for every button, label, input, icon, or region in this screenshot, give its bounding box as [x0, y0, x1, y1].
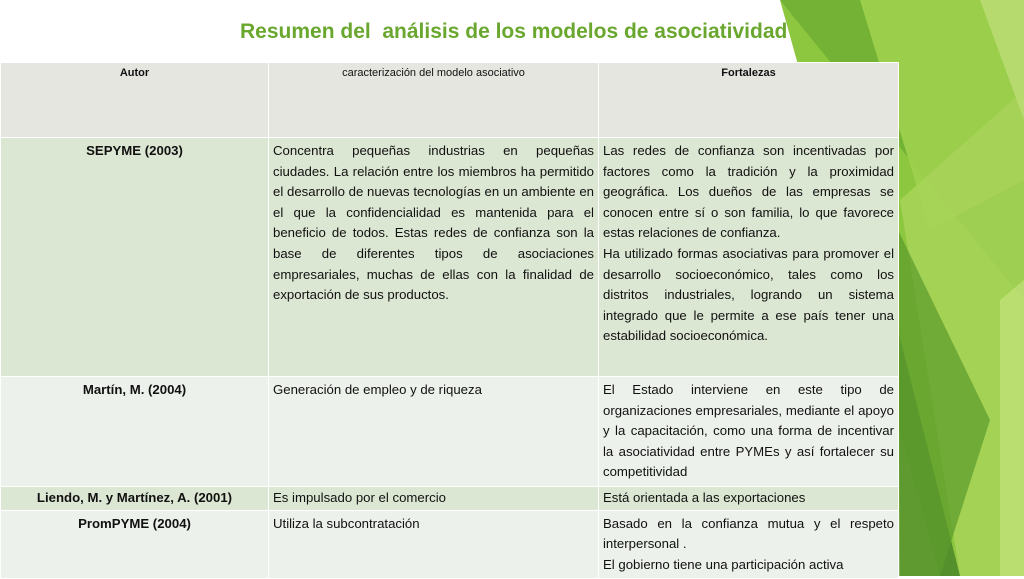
- table-row: [1, 377, 899, 487]
- characterization-cell: Concentra pequeñas industrias en pequeñas ciudades. La relación entre los miembros ha permitido el desarrollo de nuevas tecnologías en un ambiente en el que la confidencialidad es mantenida para el beneficio de todos. Estas redes de confianza son la base de diferentes tipos de asociaciones empresariales, muchas de ellas con la finalidad de exportación de sus productos.: [269, 138, 599, 377]
- strengths-cell: [599, 510, 899, 579]
- table-row: [1, 510, 899, 579]
- models-table: [0, 62, 899, 579]
- strength-paragraph: Las redes de confianza son incentivadas por factores como la tradición y la proximidad geográfica. Los dueños de las empresas se conocen entre sí o son familia, lo que favorece estas relaciones de confianza.: [603, 143, 894, 241]
- table-row: [1, 138, 899, 377]
- author-cell: SEPYME (2003): [1, 138, 269, 377]
- header-strengths: Fortalezas: [599, 63, 899, 138]
- characterization-cell: Utiliza la subcontratación: [269, 510, 599, 579]
- characterization-cell: Generación de empleo y de riqueza: [269, 377, 599, 487]
- strength-paragraph: Ha utilizado formas asociativas para promover el desarrollo socioeconómico, tales como los distritos industriales, logrando un sistema integrado que le permite a ese país tener una estabilidad socioeconómica.: [603, 245, 894, 344]
- table-header-row: [1, 63, 899, 138]
- strength-paragraph: Está orientada a las exportaciones: [603, 490, 806, 505]
- characterization-cell: Es impulsado por el comercio: [269, 487, 599, 511]
- header-characterization: caracterización del modelo asociativo: [269, 63, 599, 138]
- strengths-cell: [599, 138, 899, 377]
- author-cell: Liendo, M. y Martínez, A. (2001): [1, 487, 269, 511]
- strength-paragraph: El gobierno tiene una participación activa: [603, 556, 844, 572]
- author-cell: PromPYME (2004): [1, 510, 269, 579]
- table-row: [1, 487, 899, 511]
- strengths-cell: [599, 377, 899, 487]
- strength-paragraph: Basado en la confianza mutua y el respeto interpersonal .: [603, 515, 894, 552]
- header-author: Autor: [1, 63, 269, 138]
- page-title: Resumen del análisis de los modelos de asociatividad: [240, 20, 788, 43]
- strengths-cell: [599, 487, 899, 511]
- author-cell: Martín, M. (2004): [1, 377, 269, 487]
- strength-paragraph: El Estado interviene en este tipo de organizaciones empresariales, mediante el apoyo y la capacitación, como una forma de incentivar la asociatividad entre PYMEs y así fortalecer su competitividad: [603, 382, 894, 480]
